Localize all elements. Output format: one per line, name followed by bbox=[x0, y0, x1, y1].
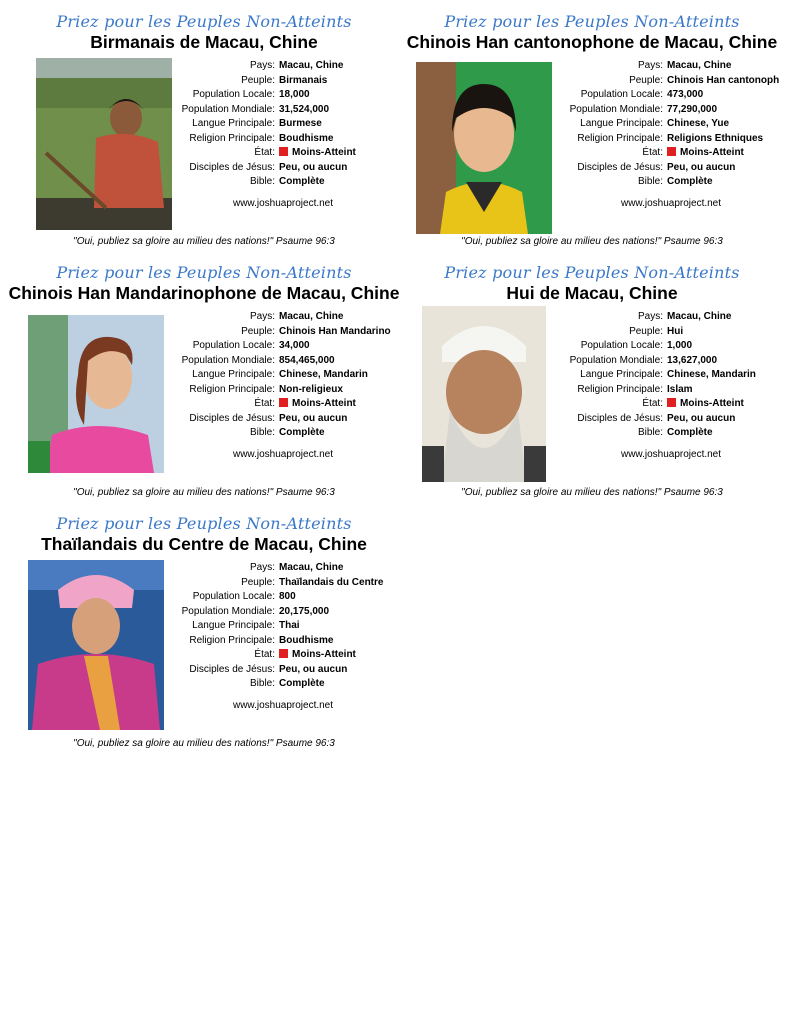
people-info bbox=[560, 310, 782, 441]
status-value: Moins-Atteint bbox=[292, 649, 356, 660]
bible-label: Bible: bbox=[637, 176, 663, 187]
website-link[interactable]: www.joshuaproject.net bbox=[232, 449, 334, 460]
people-info bbox=[172, 561, 394, 692]
status-square-icon bbox=[279, 398, 288, 407]
verse-quote: "Oui, publiez sa gloire au milieu des nations!" Psaume 96:3 bbox=[73, 487, 335, 498]
people-value: Hui bbox=[667, 325, 684, 337]
pop-local-label: Population Locale: bbox=[192, 89, 275, 100]
disciples-value: Peu, ou aucun bbox=[667, 161, 736, 173]
pop-world-value: 31,524,000 bbox=[279, 103, 330, 115]
bible-value: Complète bbox=[667, 176, 713, 187]
bible-label: Bible: bbox=[637, 427, 663, 438]
card-title: Chinois Han cantonophone de Macau, Chine bbox=[406, 32, 778, 52]
people-info bbox=[560, 59, 782, 190]
people-label: Peuple: bbox=[241, 325, 275, 337]
people-label: Peuple: bbox=[629, 325, 663, 337]
card-title: Birmanais de Macau, Chine bbox=[90, 32, 318, 52]
pop-local-value: 800 bbox=[279, 591, 296, 602]
pop-world-label: Population Mondiale: bbox=[569, 103, 663, 115]
people-card-hui bbox=[398, 255, 786, 500]
country-value: Macau, Chine bbox=[667, 60, 732, 71]
religion-label: Religion Principale: bbox=[577, 132, 663, 144]
language-label: Langue Principale: bbox=[580, 118, 663, 129]
card-banner: Priez pour les Peuples Non-Atteints bbox=[56, 12, 352, 31]
card-banner: Priez pour les Peuples Non-Atteints bbox=[444, 12, 740, 31]
country-value: Macau, Chine bbox=[279, 60, 344, 71]
language-label: Langue Principale: bbox=[580, 369, 663, 380]
bible-value: Complète bbox=[279, 176, 325, 187]
status-label: État: bbox=[642, 147, 663, 158]
pop-local-value: 18,000 bbox=[279, 89, 310, 100]
religion-label: Religion Principale: bbox=[577, 383, 663, 395]
verse-quote: "Oui, publiez sa gloire au milieu des nations!" Psaume 96:3 bbox=[461, 487, 723, 498]
verse-quote: "Oui, publiez sa gloire au milieu des nations!" Psaume 96:3 bbox=[73, 738, 335, 749]
language-value: Chinese, Yue bbox=[667, 118, 730, 129]
pop-world-label: Population Mondiale: bbox=[181, 605, 275, 617]
bible-value: Complète bbox=[667, 427, 713, 438]
pop-local-label: Population Locale: bbox=[580, 340, 663, 351]
people-info bbox=[172, 310, 394, 441]
religion-label: Religion Principale: bbox=[189, 383, 275, 395]
status-label: État: bbox=[254, 147, 275, 158]
disciples-value: Peu, ou aucun bbox=[667, 412, 736, 424]
people-photo bbox=[422, 306, 546, 482]
card-title: Thaïlandais du Centre de Macau, Chine bbox=[41, 534, 367, 554]
status-square-icon bbox=[667, 398, 676, 407]
country-label: Pays: bbox=[637, 60, 663, 71]
people-value: Chinois Han cantonoph bbox=[667, 74, 780, 86]
status-value: Moins-Atteint bbox=[292, 147, 356, 158]
website-link[interactable]: www.joshuaproject.net bbox=[620, 198, 722, 209]
status-square-icon bbox=[279, 147, 288, 156]
language-value: Thai bbox=[279, 620, 300, 631]
people-info bbox=[172, 59, 394, 190]
pop-local-value: 34,000 bbox=[279, 340, 310, 351]
bible-value: Complète bbox=[279, 427, 325, 438]
bible-label: Bible: bbox=[249, 176, 275, 187]
language-label: Langue Principale: bbox=[192, 620, 275, 631]
people-card-birmanais bbox=[10, 4, 398, 249]
religion-label: Religion Principale: bbox=[189, 132, 275, 144]
card-title: Hui de Macau, Chine bbox=[506, 283, 678, 303]
religion-value: Non-religieux bbox=[279, 383, 343, 395]
pop-local-value: 1,000 bbox=[667, 340, 693, 351]
country-value: Macau, Chine bbox=[279, 311, 344, 322]
verse-quote: "Oui, publiez sa gloire au milieu des nations!" Psaume 96:3 bbox=[73, 236, 335, 247]
people-photo bbox=[36, 58, 172, 230]
country-value: Macau, Chine bbox=[667, 311, 732, 322]
people-card-thai bbox=[10, 506, 398, 751]
pop-local-label: Population Locale: bbox=[192, 340, 275, 351]
people-card-mandarinophone bbox=[10, 255, 398, 500]
religion-label: Religion Principale: bbox=[189, 634, 275, 646]
status-value: Moins-Atteint bbox=[292, 398, 356, 409]
language-label: Langue Principale: bbox=[192, 369, 275, 380]
pop-local-label: Population Locale: bbox=[192, 591, 275, 602]
language-value: Chinese, Mandarin bbox=[667, 369, 756, 380]
verse-quote: "Oui, publiez sa gloire au milieu des nations!" Psaume 96:3 bbox=[461, 236, 723, 247]
country-value: Macau, Chine bbox=[279, 562, 344, 573]
website-link[interactable]: www.joshuaproject.net bbox=[620, 449, 722, 460]
bible-value: Complète bbox=[279, 678, 325, 689]
country-label: Pays: bbox=[249, 311, 275, 322]
disciples-label: Disciples de Jésus: bbox=[577, 161, 663, 173]
pop-world-value: 20,175,000 bbox=[279, 605, 330, 617]
status-label: État: bbox=[642, 398, 663, 409]
religion-value: Boudhisme bbox=[279, 634, 334, 646]
disciples-label: Disciples de Jésus: bbox=[577, 412, 663, 424]
people-label: Peuple: bbox=[241, 576, 275, 588]
disciples-label: Disciples de Jésus: bbox=[189, 161, 275, 173]
status-value: Moins-Atteint bbox=[680, 398, 744, 409]
card-title: Chinois Han Mandarinophone de Macau, Chine bbox=[8, 283, 400, 303]
pop-world-value: 13,627,000 bbox=[667, 354, 718, 366]
disciples-label: Disciples de Jésus: bbox=[189, 663, 275, 675]
people-label: Peuple: bbox=[241, 74, 275, 86]
pop-world-value: 77,290,000 bbox=[667, 103, 718, 115]
religion-value: Religions Ethniques bbox=[667, 132, 764, 144]
pop-local-label: Population Locale: bbox=[580, 89, 663, 100]
pop-world-label: Population Mondiale: bbox=[181, 103, 275, 115]
pop-world-value: 854,465,000 bbox=[279, 354, 335, 366]
card-banner: Priez pour les Peuples Non-Atteints bbox=[56, 263, 352, 282]
language-value: Burmese bbox=[279, 118, 322, 129]
pop-local-value: 473,000 bbox=[667, 89, 704, 100]
people-photo bbox=[28, 315, 164, 473]
pop-world-label: Population Mondiale: bbox=[569, 354, 663, 366]
card-banner: Priez pour les Peuples Non-Atteints bbox=[444, 263, 740, 282]
bible-label: Bible: bbox=[249, 678, 275, 689]
status-label: État: bbox=[254, 398, 275, 409]
card-banner: Priez pour les Peuples Non-Atteints bbox=[56, 514, 352, 533]
status-square-icon bbox=[279, 649, 288, 658]
people-value: Birmanais bbox=[279, 74, 328, 86]
people-card-cantonophone bbox=[398, 4, 786, 249]
country-label: Pays: bbox=[637, 311, 663, 322]
people-label: Peuple: bbox=[629, 74, 663, 86]
people-value: Thaïlandais du Centre bbox=[279, 576, 384, 588]
pop-world-label: Population Mondiale: bbox=[181, 354, 275, 366]
language-value: Chinese, Mandarin bbox=[279, 369, 368, 380]
status-label: État: bbox=[254, 649, 275, 660]
disciples-value: Peu, ou aucun bbox=[279, 161, 348, 173]
status-value: Moins-Atteint bbox=[680, 147, 744, 158]
people-photo bbox=[416, 62, 552, 234]
religion-value: Boudhisme bbox=[279, 132, 334, 144]
website-link[interactable]: www.joshuaproject.net bbox=[232, 700, 334, 711]
people-photo bbox=[28, 560, 164, 730]
country-label: Pays: bbox=[249, 562, 275, 573]
disciples-value: Peu, ou aucun bbox=[279, 663, 348, 675]
language-label: Langue Principale: bbox=[192, 118, 275, 129]
country-label: Pays: bbox=[249, 60, 275, 71]
status-square-icon bbox=[667, 147, 676, 156]
religion-value: Islam bbox=[667, 383, 693, 395]
people-value: Chinois Han Mandarino bbox=[279, 325, 391, 337]
disciples-label: Disciples de Jésus: bbox=[189, 412, 275, 424]
bible-label: Bible: bbox=[249, 427, 275, 438]
website-link[interactable]: www.joshuaproject.net bbox=[232, 198, 334, 209]
disciples-value: Peu, ou aucun bbox=[279, 412, 348, 424]
